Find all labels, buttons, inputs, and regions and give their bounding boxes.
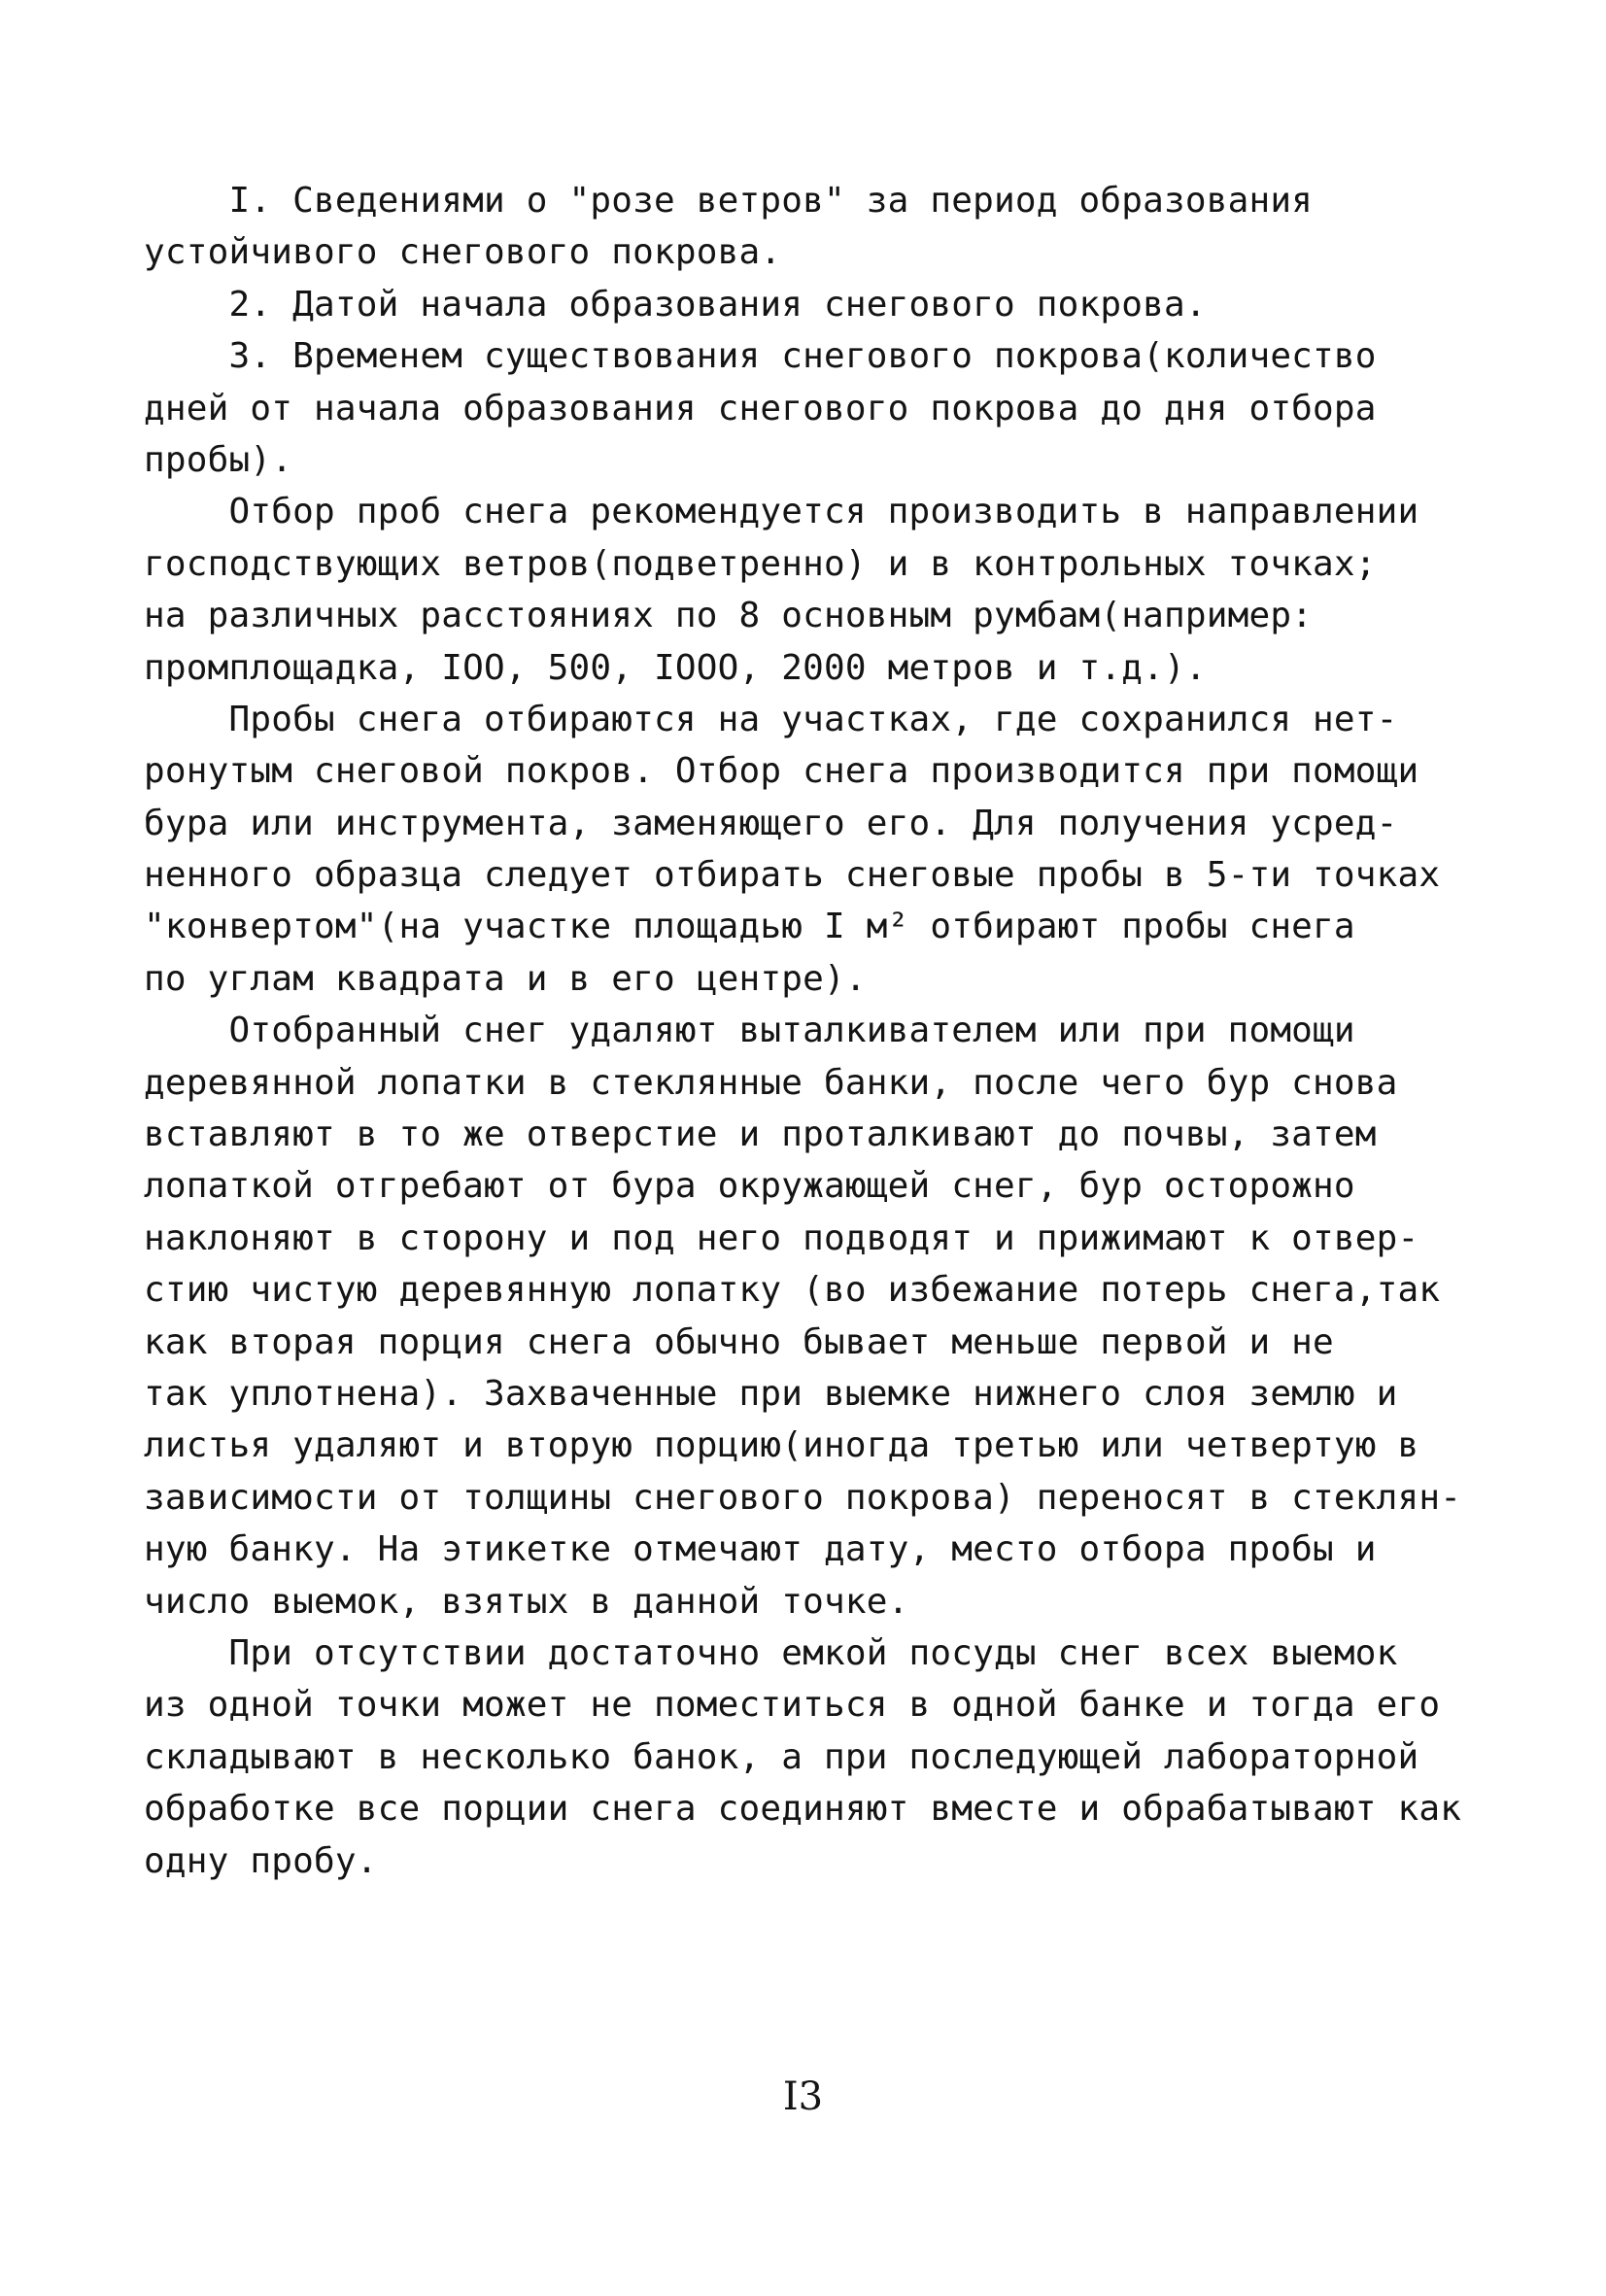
text-line: по углам квадрата и в его центре). bbox=[144, 958, 867, 999]
text-line: обработке все порции снега соединяют вместе и обрабатывают как bbox=[144, 1789, 1462, 1830]
text-line: "конвертом"(на участке площадью I м² отбирают пробы снега bbox=[144, 907, 1355, 947]
text-line: одну пробу. bbox=[144, 1840, 378, 1881]
text-line: число выемок, взятых в данной точке. bbox=[144, 1581, 909, 1622]
text-line: устойчивого снегового покрова. bbox=[144, 232, 782, 273]
text-line: пробы). bbox=[144, 439, 293, 480]
text-line: стию чистую деревянную лопатку (во избежание потерь снега,так bbox=[144, 1270, 1441, 1311]
text-line: Отобранный снег удаляют выталкивателем или при помощи bbox=[144, 1011, 1355, 1051]
text-line: лопаткой отгребают от бура окружающей снег, бур осторожно bbox=[144, 1166, 1355, 1207]
text-line: При отсутствии достаточно емкой посуды снег всех выемок bbox=[144, 1632, 1398, 1673]
text-line: листья удаляют и вторую порцию(иногда третью или четвертую в bbox=[144, 1425, 1419, 1466]
text-line: складывают в несколько банок, а при последующей лабораторной bbox=[144, 1736, 1419, 1777]
text-line: I. Сведениями о "розе ветров" за период образования bbox=[144, 181, 1314, 221]
text-line: ронутым снеговой покров. Отбор снега производится при помощи bbox=[144, 751, 1419, 792]
text-line: 2. Датой начала образования снегового покрова. bbox=[144, 284, 1207, 325]
text-line: ную банку. На этикетке отмечают дату, место отбора пробы и bbox=[144, 1529, 1377, 1570]
text-line: на различных расстояниях по 8 основным румбам(например: bbox=[144, 596, 1314, 636]
text-line: дней от начала образования снегового покрова до дня отбора bbox=[144, 388, 1377, 428]
text-line: промплощадка, IOO, 500, IOOO, 2000 метров и т.д.). bbox=[144, 647, 1207, 688]
text-line: ненного образца следует отбирать снеговые пробы в 5-ти точках bbox=[144, 855, 1441, 896]
body-text bbox=[144, 175, 1475, 1887]
text-line: зависимости от толщины снегового покрова) переносят в стеклян- bbox=[144, 1477, 1462, 1518]
text-line: бура или инструмента, заменяющего его. Для получения усред- bbox=[144, 803, 1398, 843]
text-line: вставляют в то же отверстие и проталкивают до почвы, затем bbox=[144, 1114, 1377, 1155]
text-line: Отбор проб снега рекомендуется производить в направлении bbox=[144, 492, 1419, 532]
text-line: деревянной лопатки в стеклянные банки, после чего бур снова bbox=[144, 1062, 1398, 1103]
text-line: наклоняют в сторону и под него подводят и прижимают к отвер- bbox=[144, 1217, 1419, 1258]
page-number: I3 bbox=[782, 2074, 824, 2119]
text-line: господствующих ветров(подветренно) и в контрольных точках; bbox=[144, 543, 1377, 584]
text-line: Пробы снега отбираются на участках, где сохранился нет- bbox=[144, 699, 1398, 739]
text-line: из одной точки может не поместиться в одной банке и тогда его bbox=[144, 1685, 1441, 1726]
text-line: как вторая порция снега обычно бывает меньше первой и не bbox=[144, 1321, 1334, 1362]
text-line: так уплотнена). Захваченные при выемке нижнего слоя землю и bbox=[144, 1373, 1398, 1414]
text-line: 3. Временем существования снегового покрова(количество bbox=[144, 336, 1377, 377]
